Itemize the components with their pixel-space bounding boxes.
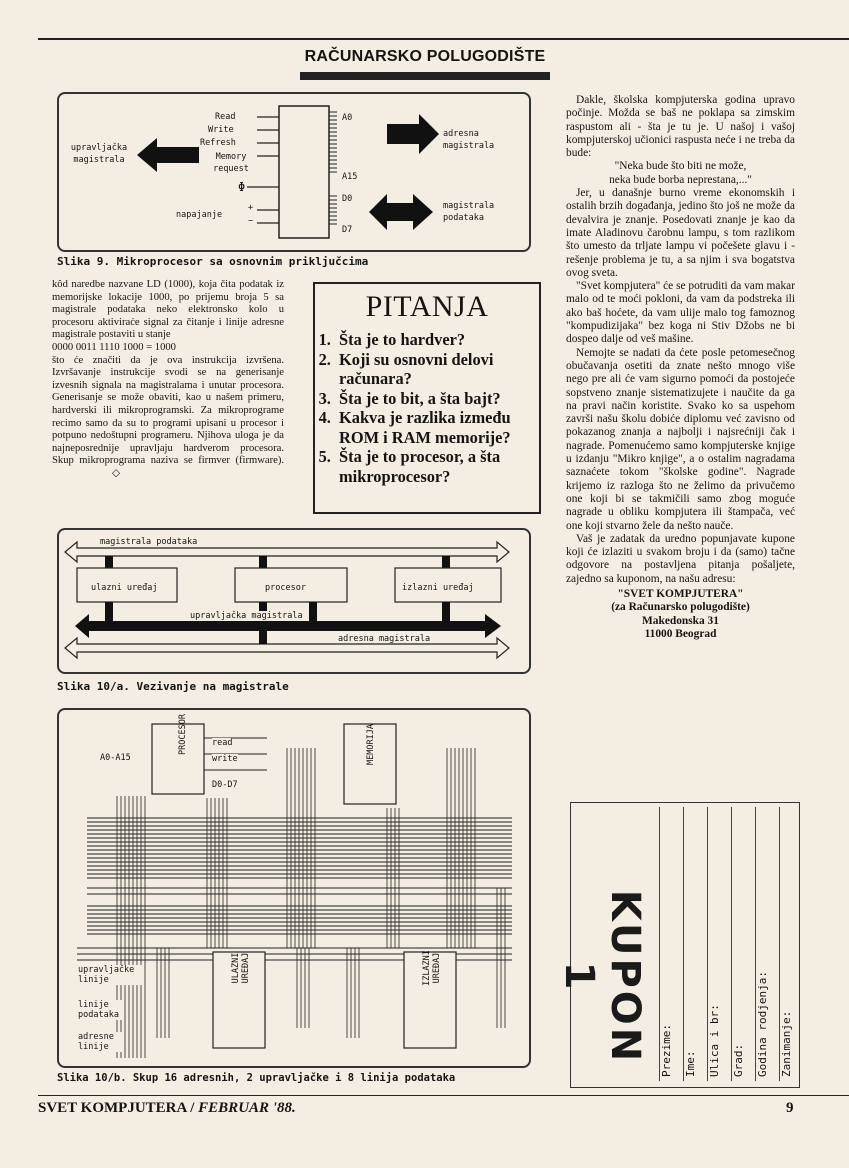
fig10b-legend-control: upravljačke linije (78, 965, 142, 985)
field-line-name[interactable] (683, 807, 684, 1081)
fig10a-output-device: izlazni uređaj (402, 583, 474, 593)
fig10a-processor: procesor (265, 583, 306, 593)
coupon-form[interactable] (556, 802, 800, 1088)
fig9-addr-top: A0 (342, 113, 353, 123)
fig9-minus: − (248, 216, 254, 226)
figure-9-caption: Slika 9. Mikroprocesor sa osnovnim priključcima (57, 255, 369, 268)
fig9-right-bottom: magistrala podataka (443, 201, 495, 223)
field-street-label: Ulica i br: (708, 1004, 721, 1077)
right-paragraph-3: "Svet kompjutera" će se potruditi da vam makar malo od te moći pokloni, da vam da podstreka ili ako baš hoćete, da vam ulije malo tog famoznog "kompudizijaka" bez koga ni Stiv Džobs ne bi dospeo dalje od veš mašine. (566, 280, 796, 346)
footer-magazine: SVET KOMPJUTERA (38, 1100, 187, 1116)
address-line-2: (za Računarsko polugodište) (611, 601, 750, 614)
figure-9-diagram (57, 92, 529, 250)
footer-masthead (38, 1100, 296, 1117)
fig10b-address-label: A0-A15 (100, 753, 131, 763)
fig9-pin-read: Read (215, 112, 236, 122)
question-item: 4. Kakva je razlika između ROM i RAM memorije? (335, 408, 539, 447)
fig10a-address-bus: adresna magistrala (338, 634, 431, 644)
address-line-4: 11000 Beograd (644, 627, 717, 640)
quote-line-2: neka bude borba neprestana,..." (609, 173, 752, 186)
quote-line-1: "Neka bude što biti ne može, (614, 160, 747, 173)
left-column-text (52, 279, 284, 481)
header-bar (300, 72, 550, 80)
address-line-3: Makedonska 31 (642, 614, 719, 627)
right-paragraph-5: Vaš je zadatak da uredno popunjavate kupone koji će izlaziti u svakom broju i da (samo) tačne odgovore na postavljena pitanja pošaljete, zajedno sa kuponom, na našu adresu: (566, 532, 795, 585)
fig9-pin-memreq: Memory request (213, 152, 249, 174)
question-item: 1. Šta je to hardver? (335, 330, 539, 350)
end-mark: ◇ (112, 467, 121, 479)
fig10a-control-bus: upravljačka magistrala (190, 611, 303, 621)
fig10a-input-device: ulazni uređaj (91, 583, 158, 593)
question-item: 2. Koji su osnovni delovi računara? (335, 350, 539, 389)
right-paragraph-1: Dakle, školska kompjuterska godina upravo počinje. Možda se baš ne poklapa sa zimskim raspustom ali - šta je tu je. U našoj i vašoj kompjuterskoj učionici raspusta neće i ne treba da bude: (566, 94, 795, 160)
footer-rule (38, 1095, 849, 1096)
field-birthyear-label: Godina rodjenja: (756, 971, 769, 1077)
left-paragraph-1: kôd naredbe nazvane LD (1000), koja čita podatak iz memorijske lokacije 1000, po prijemu broja 5 sa magistrale podataka neko elektronsko kolo u procesoru aktiviraće signal za čitanje i linije adresne magistrale postaviti u stanje (52, 279, 284, 341)
fig10b-memory: MEMORIJA (366, 724, 376, 765)
fig10b-write-label: write (212, 754, 238, 764)
fig9-data-top: D0 (342, 194, 353, 204)
fig10b-input-device: ULAZNI UREĐAJ (231, 952, 251, 984)
field-city-label: Grad: (732, 1043, 745, 1077)
figure-10a-diagram (57, 528, 529, 672)
question-item: 5. Šta je to procesor, a šta mikroprocesor? (335, 447, 539, 486)
footer-issue: FEBRUAR '88. (198, 1100, 296, 1116)
fig10b-read-label: read (212, 738, 233, 748)
questions-box (313, 282, 541, 514)
fig10b-data-label: D0-D7 (212, 780, 238, 790)
fig9-right-top: adresna magistrala (443, 129, 495, 151)
question-item: 3. Šta je to bit, a šta bajt? (335, 389, 539, 409)
fig9-left-label: upravljačka magistrala (70, 143, 128, 165)
fig9-data-bottom: D7 (342, 225, 353, 235)
fig9-phi: Φ (238, 180, 246, 194)
questions-title: PITANJA (365, 290, 489, 323)
right-column-text (566, 94, 795, 641)
fig9-pin-refresh: Refresh (200, 138, 236, 148)
questions-list (315, 330, 539, 486)
fig9-power-label: napajanje (176, 210, 223, 220)
page-number: 9 (786, 1100, 794, 1116)
right-paragraph-2: Jer, u današnje burno vreme ekonomskih i ostalih brzih događanja, jedino što još ne može da devalvira je znanje. Posedovati znanje je kao da imate Aladinovu čarobnu lampu, s tom razlikom što umesto da trljate lampu vi počešete glavu i - rešenje problema je tu, a sa njim i sva bogatstva ovog sveta. (566, 187, 795, 279)
figure-10b-caption: Slika 10/b. Skup 16 adresnih, 2 upravljačke i 8 linija podataka (57, 1072, 456, 1084)
right-paragraph-4: Nemojte se nadati da ćete posle petomesečnog obučavanja osetiti da znate nešto mnogo više nego pre ali će vam sigurno pomoći da postojeće sopstveno znanje sistematizujete i naučite da ga na pravi način koristite. Svako ko sa uspehom završi našu školu dobiće diplomu već zavisno od pokazanog znanja a najbolji i najsrećniji čak i nagrade. Pomenućemo samo kompjuterske knjige u izdanju "Mikro knjige", a o ostalim nagradama saznaćete tokom "školske godine". Nagrade krijemo iz razloga što ne želimo da privučemo one koji bi se takmičili samo zbog moguće nagrade u obliku kompjutera ili štampača, već one koji stvarno žele da nešto nauče. (566, 346, 795, 532)
field-occupation-label: Zanimanje: (780, 1010, 793, 1077)
fig9-addr-bottom: A15 (342, 172, 358, 182)
fig10b-legend-data: linije podataka (78, 1000, 122, 1020)
fig9-plus: + (248, 203, 254, 213)
address-line-1: "SVET KOMPJUTERA" (617, 587, 744, 600)
field-name-label: Ime: (684, 1050, 697, 1077)
field-surname-label: Prezime: (660, 1024, 673, 1077)
binary-value: 0000 0011 1110 1000 = 1000 (52, 341, 176, 353)
top-rule (38, 38, 849, 40)
field-line-city[interactable] (731, 807, 732, 1081)
fig9-pin-write: Write (208, 125, 234, 135)
footer-separator: / (186, 1100, 199, 1116)
fig10a-bus-top: magistrala podataka (100, 537, 198, 547)
figure-10a-caption: Slika 10/a. Vezivanje na magistrale (57, 680, 289, 693)
fig10b-processor: PROCESOR (178, 714, 188, 755)
fig10b-legend-address: adresne linije (78, 1032, 122, 1052)
left-paragraph-2: što će značiti da je ova instrukcija izvršena. Izvršavanje instrukcije svodi se na generisanje izvesnih signala na magistralama i unutar procesora. Generisanje se može obaviti, kao u našem primeru, hardverski ili mikroprogramski. Za mikroprograme recimo samo da su to programi upisani u procesor i potpuno nedoštupni programeru. Njihova uloga je da najneposrednije upravljaju hardverom procesora. Skup mikroprograma naziva se firmver (firmware). (52, 354, 284, 467)
fig10b-output-device: IZLAZNI UREĐAJ (422, 950, 442, 986)
coupon-title: KUPON 1 (556, 889, 648, 1065)
section-header: RAČUNARSKO POLUGODIŠTE (304, 48, 546, 65)
